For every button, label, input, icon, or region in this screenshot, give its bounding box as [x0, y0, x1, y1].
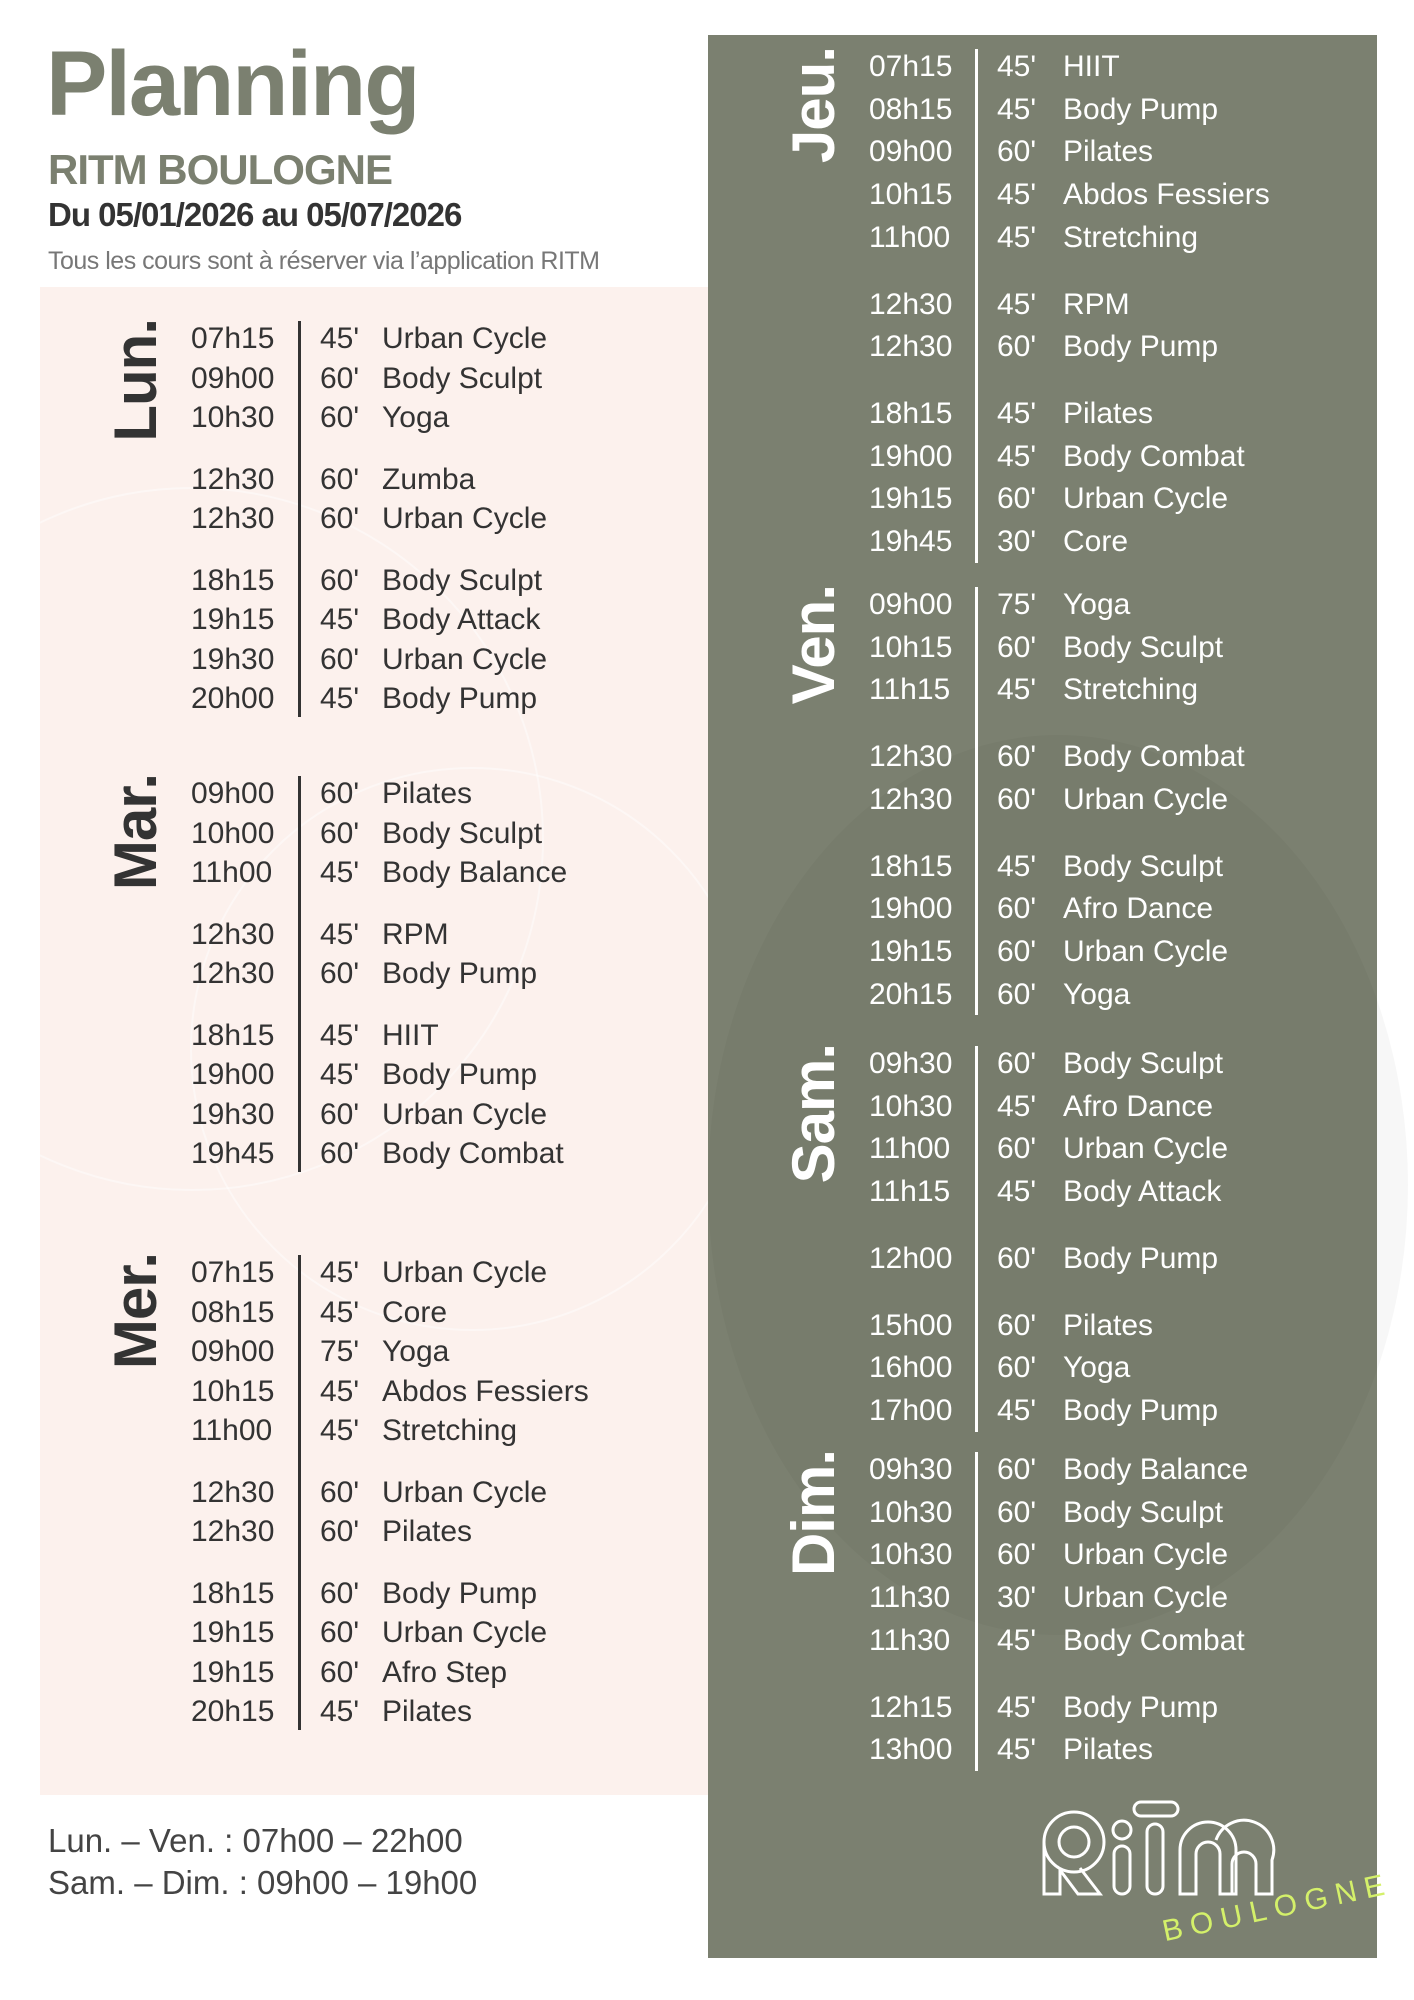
class-duration: 60' — [320, 1655, 360, 1689]
class-name: Pilates — [382, 1695, 473, 1728]
class-duration: 60' — [320, 777, 360, 810]
day-label: Ven. — [780, 585, 847, 705]
class-name: Body Pump — [382, 957, 538, 990]
day-label: Mer. — [102, 1253, 169, 1370]
class-name: Core — [382, 1295, 448, 1329]
class-time: 12h30 — [191, 462, 275, 496]
class-time: 13h00 — [869, 1733, 953, 1767]
class-time: 11h15 — [869, 1175, 951, 1209]
class-duration: 60' — [320, 401, 360, 434]
weekday-panel-light — [40, 287, 708, 1795]
class-duration: 45' — [320, 917, 360, 951]
class-name: Urban Cycle — [382, 1256, 548, 1289]
class-time: 10h00 — [191, 816, 275, 850]
class-time: 10h30 — [869, 1089, 953, 1123]
class-duration: 60' — [997, 782, 1037, 816]
class-duration: 45' — [320, 1058, 360, 1091]
class-duration: 45' — [997, 178, 1037, 212]
class-duration: 60' — [997, 1308, 1037, 1342]
class-duration: 60' — [997, 1351, 1037, 1385]
class-name: Body Combat — [382, 1137, 564, 1170]
class-name: Pilates — [1063, 1733, 1154, 1767]
class-duration: 60' — [997, 330, 1037, 364]
class-name: Zumba — [382, 462, 476, 496]
class-duration: 60' — [320, 361, 360, 395]
class-duration: 45' — [997, 849, 1037, 883]
class-time: 15h00 — [869, 1308, 953, 1342]
divider-line — [975, 49, 978, 563]
class-name: Pilates — [1063, 1308, 1154, 1342]
class-time: 19h30 — [191, 1097, 275, 1131]
booking-note: Tous les cours sont à réserver via l’application RITM — [48, 247, 600, 275]
class-duration: 45' — [997, 396, 1037, 430]
class-time: 08h15 — [191, 1295, 275, 1329]
class-duration: 45' — [997, 673, 1037, 707]
divider-line — [975, 1452, 978, 1771]
class-name: Pilates — [1063, 396, 1154, 430]
day-label: Jeu. — [780, 47, 847, 164]
class-name: Body Combat — [1063, 1623, 1245, 1657]
class-name: Pilates — [1063, 135, 1154, 169]
class-time: 11h00 — [869, 1132, 951, 1166]
class-name: Body Pump — [382, 1058, 538, 1091]
class-time: 12h30 — [191, 917, 275, 951]
class-name: Urban Cycle — [382, 322, 548, 355]
class-name: Body Attack — [382, 603, 541, 636]
ritm-logo-icon — [1040, 1800, 1396, 1949]
weekday-panel-dark — [708, 35, 1377, 1958]
class-time: 10h15 — [869, 630, 953, 664]
class-name: Body Sculpt — [1063, 630, 1224, 664]
class-time: 10h15 — [869, 178, 953, 212]
class-name: Urban Cycle — [382, 642, 548, 676]
class-duration: 45' — [997, 1690, 1037, 1724]
class-duration: 60' — [997, 135, 1037, 169]
class-time: 16h00 — [869, 1351, 953, 1385]
class-name: Core — [1063, 525, 1129, 558]
page-title: Planning — [46, 33, 419, 135]
class-time: 19h15 — [191, 603, 275, 636]
class-time: 09h30 — [869, 1047, 953, 1080]
opening-hours-weekend: Sam. – Dim. : 09h00 – 19h00 — [48, 1864, 478, 1901]
class-name: HIIT — [382, 1018, 439, 1052]
class-time: 10h30 — [191, 401, 275, 434]
class-duration: 45' — [997, 439, 1037, 473]
class-duration: 60' — [320, 957, 360, 990]
class-time: 10h30 — [869, 1538, 953, 1572]
class-name: Yoga — [1063, 1351, 1131, 1385]
class-name: Stretching — [382, 1414, 518, 1447]
class-time: 11h00 — [869, 220, 951, 254]
class-time: 09h30 — [869, 1453, 953, 1486]
class-time: 20h15 — [191, 1695, 275, 1728]
class-duration: 60' — [997, 892, 1037, 926]
class-time: 12h30 — [191, 502, 275, 535]
class-time: 19h15 — [869, 482, 953, 516]
class-duration: 60' — [997, 977, 1037, 1011]
class-name: Body Sculpt — [382, 361, 543, 395]
class-duration: 45' — [997, 1175, 1037, 1209]
class-duration: 60' — [320, 502, 360, 535]
class-time: 11h30 — [869, 1581, 951, 1615]
class-time: 09h00 — [191, 1335, 275, 1368]
class-duration: 75' — [997, 588, 1037, 621]
class-duration: 60' — [997, 630, 1037, 664]
class-time: 20h15 — [869, 977, 953, 1011]
class-time: 09h00 — [191, 777, 275, 810]
class-name: HIIT — [1063, 50, 1120, 83]
class-name: Stretching — [1063, 220, 1199, 254]
class-name: Body Sculpt — [1063, 1047, 1224, 1080]
class-time: 08h15 — [869, 92, 953, 126]
class-time: 18h15 — [191, 1576, 275, 1610]
class-time: 09h00 — [191, 361, 275, 395]
class-name: Body Combat — [1063, 740, 1245, 774]
class-duration: 45' — [997, 92, 1037, 126]
class-time: 07h15 — [191, 1256, 275, 1289]
class-duration: 60' — [320, 1097, 360, 1131]
class-time: 07h15 — [191, 322, 275, 355]
class-duration: 60' — [320, 816, 360, 850]
class-name: Afro Dance — [1063, 892, 1214, 926]
class-time: 19h30 — [191, 642, 275, 676]
class-time: 19h00 — [869, 439, 953, 473]
class-duration: 45' — [320, 1256, 360, 1289]
class-time: 10h15 — [191, 1374, 275, 1408]
class-time: 19h15 — [191, 1655, 275, 1689]
class-duration: 45' — [997, 1393, 1037, 1427]
class-name: Yoga — [1063, 977, 1131, 1011]
class-name: Yoga — [382, 1335, 450, 1368]
class-time: 12h00 — [869, 1241, 953, 1275]
class-duration: 30' — [997, 1581, 1037, 1615]
club-name: RITM BOULOGNE — [48, 146, 392, 193]
class-time: 11h00 — [191, 1414, 273, 1447]
class-name: Body Combat — [1063, 439, 1245, 473]
class-time: 18h15 — [869, 849, 953, 883]
class-duration: 45' — [320, 1414, 360, 1447]
class-duration: 45' — [320, 603, 360, 636]
class-duration: 60' — [997, 1495, 1037, 1529]
class-name: Body Pump — [1063, 1690, 1219, 1724]
class-name: RPM — [382, 917, 449, 951]
class-name: Body Sculpt — [1063, 1495, 1224, 1529]
class-duration: 60' — [997, 1538, 1037, 1572]
class-time: 07h15 — [869, 50, 953, 83]
class-duration: 60' — [320, 1576, 360, 1610]
divider-line — [975, 1046, 978, 1432]
class-time: 19h45 — [191, 1137, 275, 1170]
class-name: Pilates — [382, 777, 473, 810]
class-duration: 60' — [997, 1453, 1037, 1486]
divider-line — [298, 1255, 301, 1730]
class-name: Yoga — [1063, 588, 1131, 621]
class-name: Body Pump — [1063, 330, 1219, 364]
divider-line — [298, 776, 301, 1172]
class-time: 12h30 — [869, 330, 953, 364]
class-name: Afro Dance — [1063, 1089, 1214, 1123]
class-name: Pilates — [382, 1515, 473, 1548]
class-time: 09h00 — [869, 588, 953, 621]
class-duration: 60' — [320, 462, 360, 496]
class-name: Body Pump — [382, 1576, 538, 1610]
class-duration: 45' — [997, 287, 1037, 321]
class-time: 18h15 — [191, 1018, 275, 1052]
class-name: Yoga — [382, 401, 450, 434]
class-name: Body Sculpt — [382, 563, 543, 597]
logo-subtitle: BOULOGNE — [1159, 1867, 1396, 1949]
class-duration: 60' — [997, 1241, 1037, 1275]
class-time: 18h15 — [869, 396, 953, 430]
class-duration: 60' — [997, 1047, 1037, 1080]
class-duration: 60' — [320, 563, 360, 597]
class-duration: 45' — [320, 1695, 360, 1728]
class-time: 12h30 — [869, 740, 953, 774]
class-name: Urban Cycle — [1063, 1132, 1229, 1166]
class-duration: 60' — [320, 1616, 360, 1649]
class-name: Urban Cycle — [1063, 482, 1229, 516]
day-label: Mar. — [102, 774, 169, 891]
class-time: 10h30 — [869, 1495, 953, 1529]
class-name: Body Pump — [1063, 1393, 1219, 1427]
date-range: Du 05/01/2026 au 05/07/2026 — [48, 196, 462, 233]
class-duration: 60' — [320, 1515, 360, 1548]
day-label: Sam. — [780, 1044, 847, 1184]
class-duration: 60' — [997, 934, 1037, 968]
class-time: 11h15 — [869, 673, 951, 707]
class-duration: 60' — [320, 1137, 360, 1170]
class-time: 19h00 — [191, 1058, 275, 1091]
class-duration: 45' — [997, 1733, 1037, 1767]
class-time: 09h00 — [869, 135, 953, 169]
ritm-boulogne-logo — [1040, 1800, 1396, 1949]
class-time: 12h15 — [869, 1690, 953, 1724]
divider-line — [298, 321, 301, 717]
class-name: Urban Cycle — [1063, 1581, 1229, 1615]
class-name: Afro Step — [382, 1655, 508, 1689]
class-time: 12h30 — [191, 957, 275, 990]
class-name: Body Balance — [382, 856, 568, 889]
class-duration: 45' — [320, 856, 360, 889]
divider-line — [975, 587, 978, 1015]
class-time: 20h00 — [191, 682, 275, 715]
class-duration: 60' — [320, 1475, 360, 1509]
class-name: Urban Cycle — [382, 1616, 548, 1649]
class-time: 18h15 — [191, 563, 275, 597]
class-time: 19h15 — [869, 934, 953, 968]
class-duration: 60' — [997, 1132, 1037, 1166]
class-duration: 45' — [320, 1295, 360, 1329]
class-time: 11h30 — [869, 1623, 951, 1657]
class-name: Urban Cycle — [1063, 782, 1229, 816]
class-duration: 45' — [320, 1374, 360, 1408]
class-name: Body Pump — [1063, 1241, 1219, 1275]
class-name: Urban Cycle — [1063, 934, 1229, 968]
class-name: Abdos Fessiers — [1063, 178, 1270, 212]
class-duration: 60' — [997, 740, 1037, 774]
class-time: 11h00 — [191, 856, 273, 889]
class-name: Body Balance — [1063, 1453, 1249, 1486]
class-duration: 45' — [320, 322, 360, 355]
class-duration: 30' — [997, 525, 1037, 558]
class-name: Urban Cycle — [382, 1097, 548, 1131]
class-duration: 45' — [997, 220, 1037, 254]
class-name: Body Sculpt — [382, 816, 543, 850]
class-duration: 45' — [997, 1623, 1037, 1657]
class-time: 19h15 — [191, 1616, 275, 1649]
class-duration: 45' — [320, 682, 360, 715]
class-time: 19h00 — [869, 892, 953, 926]
class-time: 12h30 — [869, 287, 953, 321]
class-duration: 60' — [997, 482, 1037, 516]
class-name: Body Pump — [1063, 92, 1219, 126]
class-name: Abdos Fessiers — [382, 1374, 589, 1408]
class-name: Stretching — [1063, 673, 1199, 707]
class-duration: 45' — [997, 1089, 1037, 1123]
day-label: Dim. — [780, 1450, 847, 1577]
class-name: RPM — [1063, 287, 1130, 321]
class-name: Urban Cycle — [1063, 1538, 1229, 1572]
opening-hours-weekdays: Lun. – Ven. : 07h00 – 22h00 — [48, 1822, 463, 1859]
class-duration: 75' — [320, 1335, 360, 1368]
class-time: 12h30 — [191, 1515, 275, 1548]
class-time: 19h45 — [869, 525, 953, 558]
day-label: Lun. — [102, 319, 169, 442]
class-time: 12h30 — [869, 782, 953, 816]
class-duration: 45' — [320, 1018, 360, 1052]
class-time: 12h30 — [191, 1475, 275, 1509]
class-duration: 60' — [320, 642, 360, 676]
class-name: Body Sculpt — [1063, 849, 1224, 883]
class-duration: 45' — [997, 50, 1037, 83]
class-name: Urban Cycle — [382, 502, 548, 535]
class-name: Body Pump — [382, 682, 538, 715]
class-name: Body Attack — [1063, 1175, 1222, 1209]
class-name: Urban Cycle — [382, 1475, 548, 1509]
class-time: 17h00 — [869, 1393, 953, 1427]
